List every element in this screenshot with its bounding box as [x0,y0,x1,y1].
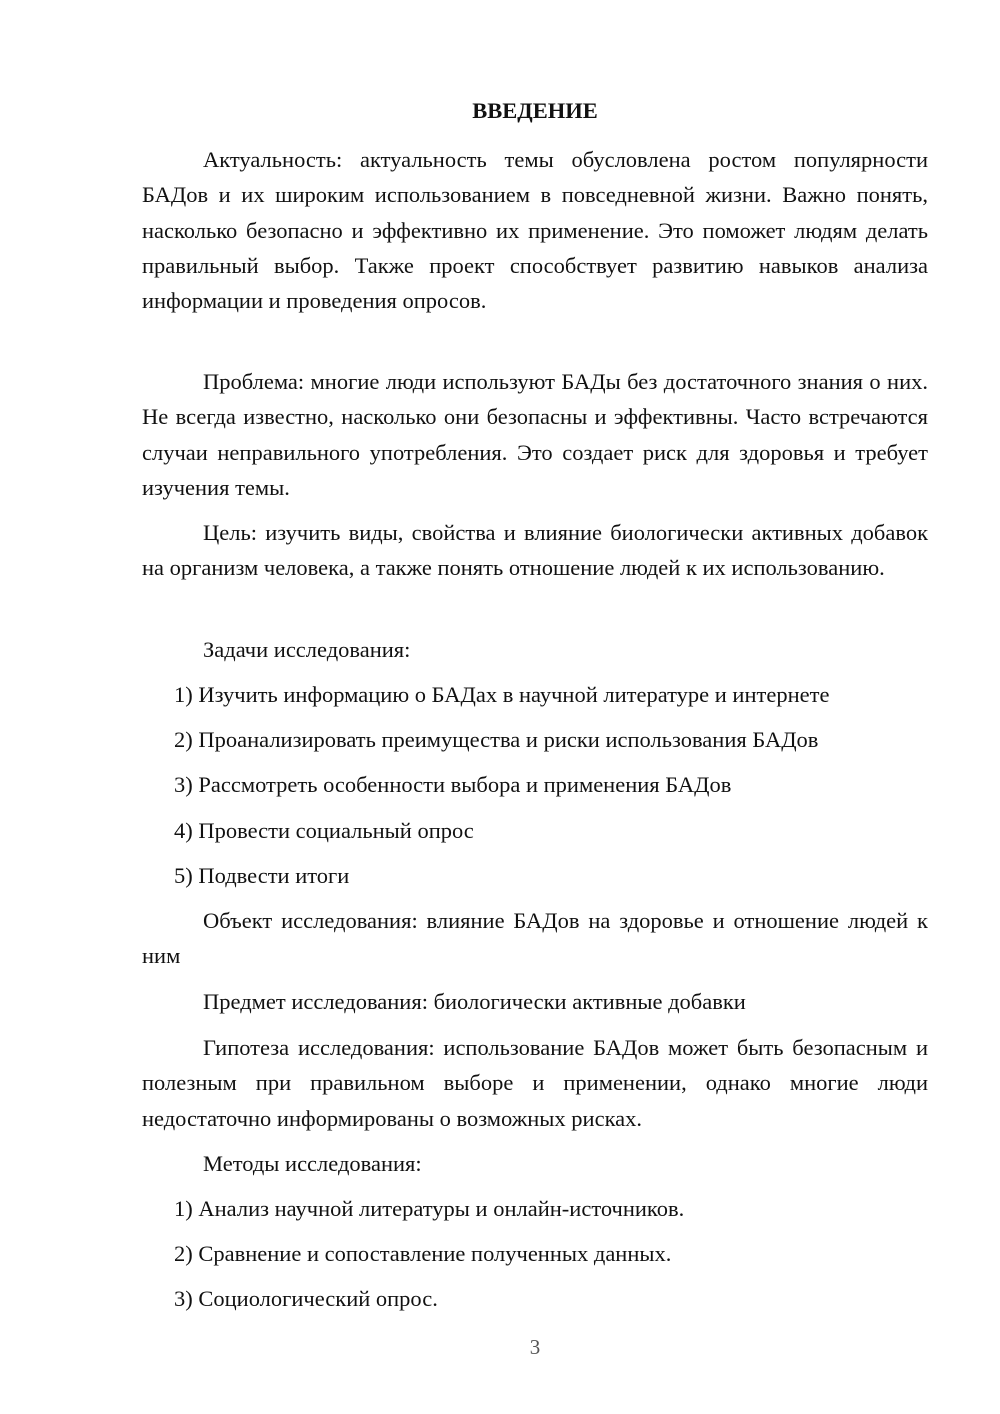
list-item: 1) Анализ научной литературы и онлайн-источников. [174,1196,685,1221]
list-item: 3) Социологический опрос. [174,1286,438,1311]
goal-paragraph: Цель: изучить виды, свойства и влияние биологически активных добавок на организм человека, а также понять отношение людей к их использованию. [142,520,928,581]
list-item: 2) Сравнение и сопоставление полученных данных. [174,1241,672,1266]
subject-paragraph: Предмет исследования: биологически активные добавки [203,989,746,1014]
list-item: 3) Рассмотреть особенности выбора и применения БАДов [174,772,732,797]
list-item: 1) Изучить информацию о БАДах в научной литературе и интернете [174,682,830,707]
hypothesis-paragraph: Гипотеза исследования: использование БАДов может быть безопасным и полезным при правильном выборе и применении, однако многие люди недостаточно информированы о возможных рисках. [142,1035,928,1131]
page-number: 3 [529,1335,541,1359]
problem-paragraph: Проблема: многие люди используют БАДы без достаточного знания о них. Не всегда известно, насколько они безопасны и эффективны. Часто встречаются случаи неправильного употребления. Это создает риск для здоровья и требует изучения темы. [142,369,928,500]
relevance-paragraph: Актуальность: актуальность темы обусловлена ростом популярности БАДов и их широким использованием в повседневной жизни. Важно понять, насколько безопасно и эффективно их применение. Это поможет людям делать правильный выбор. Также проект способствует развитию навыков анализа информации и проведения опросов. [142,147,928,314]
list-item: 2) Проанализировать преимущества и риски использования БАДов [174,727,819,752]
tasks-heading: Задачи исследования: [203,637,411,662]
methods-heading: Методы исследования: [203,1151,422,1176]
list-item: 5) Подвести итоги [174,863,350,888]
page-title: ВВЕДЕНИЕ [472,98,598,123]
list-item: 4) Провести социальный опрос [174,818,474,843]
object-paragraph: Объект исследования: влияние БАДов на здоровье и отношение людей к ним [142,908,928,969]
